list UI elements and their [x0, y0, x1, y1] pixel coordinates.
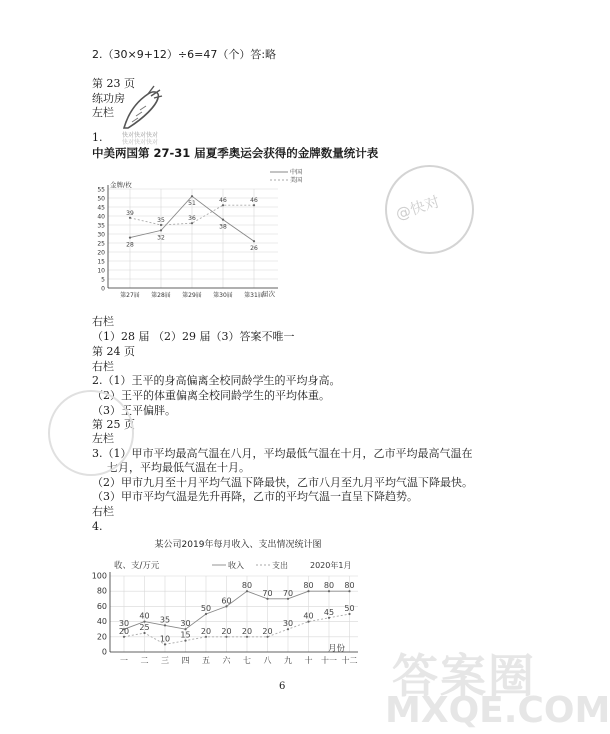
data-label: 40 [139, 611, 150, 621]
data-label: 20 [221, 626, 232, 636]
y-tick-label: 45 [97, 204, 105, 212]
page-label-24: 第 24 页 [92, 345, 135, 358]
data-label: 80 [241, 581, 253, 591]
x-tick-label: 六 [222, 656, 231, 665]
x-axis-label: 月份 [328, 644, 346, 654]
data-point [164, 624, 166, 626]
data-label: 30 [180, 619, 191, 629]
data-label: 80 [323, 581, 335, 591]
data-label: 36 [188, 215, 196, 223]
data-point [253, 204, 255, 206]
data-label: 32 [157, 234, 165, 242]
page-label-23: 第 23 页 [92, 77, 135, 90]
data-point [246, 636, 248, 638]
column-label-left-1: 左栏 [92, 106, 114, 119]
question-number-1: 1. [92, 131, 103, 144]
y-tick-label: 5 [101, 276, 105, 284]
data-point [328, 617, 330, 619]
revenue-expense-line-chart [88, 535, 378, 680]
data-label: 80 [303, 581, 314, 591]
legend-label-expense: 支出 [272, 561, 288, 570]
data-label: 25 [139, 623, 150, 632]
data-point [222, 219, 224, 221]
logo-caption-1: 快对快对快对 [122, 132, 159, 139]
answer-line-q2-2: （2）王平的体重偏离全校同龄学生的平均体重。 [92, 389, 330, 402]
y-tick-label: 50 [97, 195, 105, 203]
data-point [164, 643, 166, 645]
chart2-date-label: 2020年1月 [310, 561, 352, 570]
data-point [307, 590, 309, 592]
x-tick-label: 第29届 [182, 292, 202, 299]
answer-line-q3-2: （2）甲市九月至十月平均气温下降最快，乙市八月至九月平均气温下降最快。 [92, 476, 473, 489]
y-tick-label: 80 [96, 586, 107, 596]
y-tick-label: 100 [91, 571, 107, 581]
data-label: 26 [250, 245, 258, 253]
data-point [225, 605, 227, 607]
data-point [191, 195, 193, 197]
x-tick-label: 五 [202, 656, 210, 665]
x-tick-label: 七 [243, 656, 251, 665]
x-tick-label: 十一 [321, 656, 337, 665]
data-label: 28 [126, 241, 134, 249]
data-label: 35 [157, 217, 165, 224]
data-point [253, 240, 255, 242]
y-tick-label: 10 [97, 267, 105, 275]
data-point [143, 632, 145, 634]
data-point [287, 598, 289, 600]
data-point [205, 613, 207, 615]
data-label: 20 [262, 626, 273, 636]
y-tick-label: 25 [97, 240, 105, 248]
data-label: 38 [219, 223, 227, 231]
data-label: 51 [188, 200, 196, 208]
data-point [129, 217, 131, 219]
section-label-lianggongfang: 练功房 [92, 92, 125, 105]
answer-line-q2-3: （3）王平偏胖。 [92, 404, 176, 417]
answer-line-q3-3: （3）甲市平均气温是先升再降，乙市的平均气温一直呈下降趋势。 [92, 490, 418, 503]
answer-line-q3-1b: 七月，平均最低气温在十月。 [107, 461, 250, 474]
legend-label-china: 中国 [290, 169, 303, 176]
legend-label-usa: 美国 [290, 177, 303, 184]
x-tick-label: 第31届 [244, 292, 264, 299]
x-tick-label: 八 [263, 656, 272, 665]
y-axis-label: 金牌/枚 [110, 181, 132, 189]
brush-icon [118, 84, 164, 132]
data-label: 20 [241, 626, 253, 636]
x-tick-label: 九 [284, 656, 292, 665]
watermark-url: MXQE.COM [385, 690, 610, 731]
data-point [160, 229, 162, 231]
column-label-right-2: 右栏 [92, 360, 114, 373]
answer-line-problem-2: 2.（30×9+12）÷6=47（个）答:略 [92, 48, 277, 61]
data-point [246, 590, 248, 592]
data-label: 80 [344, 581, 355, 591]
y-tick-label: 15 [97, 258, 105, 266]
y-tick-label: 20 [97, 249, 105, 257]
data-point [160, 224, 162, 226]
watermark-stamp-text: @快对 [393, 192, 442, 224]
data-label: 15 [180, 630, 191, 640]
data-label: 70 [262, 588, 273, 598]
legend-label-income: 收入 [228, 561, 244, 570]
column-label-right-1: 右栏 [92, 315, 114, 328]
data-label: 30 [282, 619, 294, 629]
answer-line-q3-1a: 3.（1）甲市平均最高气温在八月，平均最低气温在十月，乙市平均最高气温在 [92, 447, 473, 460]
y-tick-label: 35 [97, 222, 105, 230]
y-tick-label: 40 [97, 213, 105, 221]
page-label-25: 第 25 页 [92, 418, 135, 431]
y-tick-label: 60 [96, 601, 107, 611]
data-point [123, 636, 125, 638]
x-tick-label: 二 [140, 656, 149, 665]
page-number: 6 [279, 681, 286, 692]
data-point [307, 621, 309, 623]
gold-medal-line-chart [92, 163, 312, 298]
data-point [348, 590, 350, 592]
data-point [287, 628, 289, 630]
y-tick-label: 55 [97, 186, 105, 194]
data-point [205, 636, 207, 638]
data-label: 70 [282, 588, 294, 598]
data-point [266, 598, 268, 600]
x-tick-label: 三 [161, 656, 169, 665]
y-tick-label: 20 [96, 632, 107, 642]
watermark-stamp-right [385, 165, 474, 254]
data-label: 45 [323, 607, 335, 617]
data-point [225, 636, 227, 638]
data-label: 39 [126, 209, 134, 217]
data-label: 35 [159, 615, 171, 625]
x-tick-label: 第30届 [213, 292, 233, 299]
x-tick-label: 十二 [341, 656, 358, 665]
column-label-left-2: 左栏 [92, 432, 114, 445]
column-label-right-3: 右栏 [92, 505, 114, 518]
data-label: 50 [344, 604, 355, 613]
data-label: 30 [118, 619, 130, 629]
x-tick-label: 一 [120, 656, 128, 665]
data-label: 60 [221, 596, 232, 606]
y-tick-label: 0 [101, 647, 107, 657]
x-tick-label: 第28届 [151, 292, 171, 299]
x-tick-label: 第27届 [120, 292, 140, 299]
x-tick-label: 四 [181, 656, 190, 665]
data-label: 46 [250, 197, 258, 205]
y-tick-label: 30 [97, 231, 105, 239]
data-point [328, 590, 330, 592]
data-label: 40 [303, 611, 314, 621]
data-point [191, 222, 193, 224]
series-line-1 [124, 588, 350, 629]
data-point [184, 640, 186, 642]
data-point [348, 613, 350, 615]
answer-line-q1: （1）28 届 （2）29 届（3）答案不唯一 [92, 330, 295, 343]
brand-logo [118, 84, 164, 146]
data-point [266, 636, 268, 638]
data-point [222, 204, 224, 206]
data-label: 10 [159, 634, 171, 644]
answer-line-q2-1: 2.（1）王平的身高偏离全校同龄学生的平均身高。 [92, 374, 341, 387]
y-tick-label: 40 [96, 617, 107, 627]
y-tick-label: 0 [101, 285, 105, 293]
x-tick-label: 十 [304, 656, 313, 665]
chart1-title: 中美两国第 27-31 届夏季奥运会获得的金牌数量统计表 [92, 146, 379, 160]
data-point [129, 237, 131, 239]
y-axis-label: 收、支/万元 [114, 561, 160, 571]
watermark-logo: 答案圈 [392, 649, 536, 703]
question-number-4: 4. [92, 520, 103, 533]
logo-caption-2: 快对快对快对 [122, 139, 159, 146]
chart2-title: 某公司2019年每月收入、支出情况统计图 [154, 540, 322, 550]
data-label: 46 [219, 197, 227, 205]
data-label: 50 [200, 604, 212, 613]
data-label: 20 [200, 626, 212, 636]
x-axis-label: 届次 [262, 290, 275, 298]
data-label: 20 [118, 626, 130, 636]
